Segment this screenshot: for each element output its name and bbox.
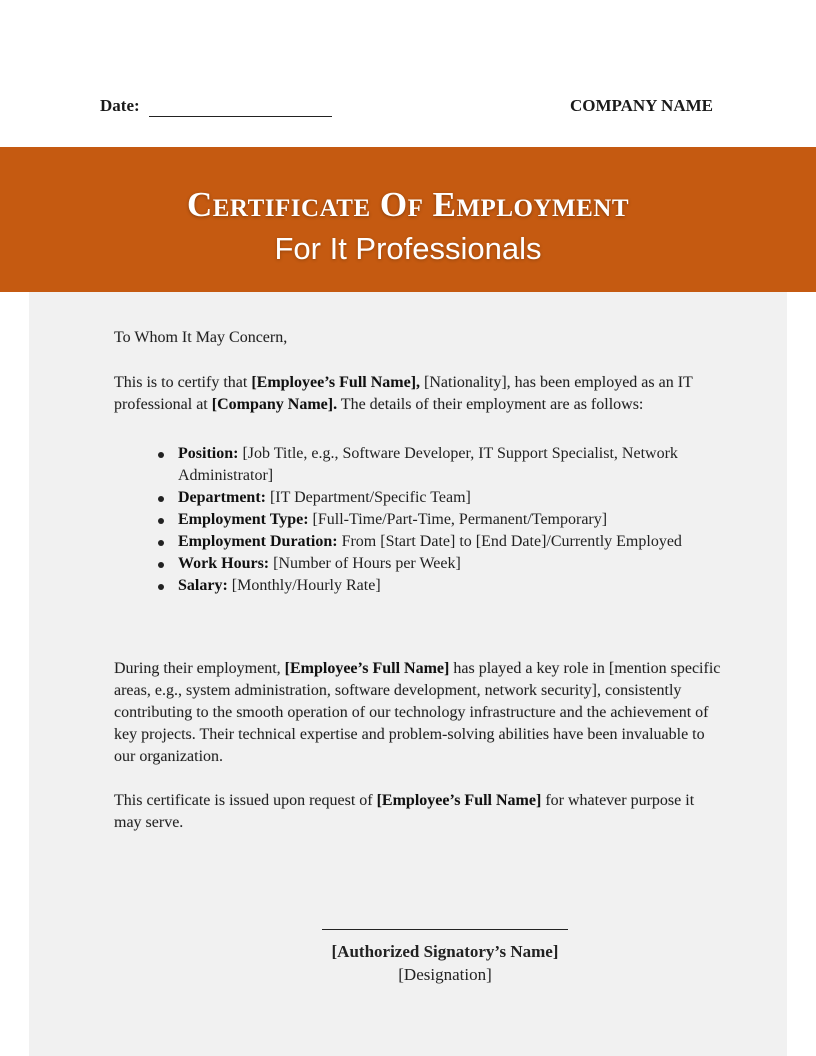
detail-label: Employment Type: — [178, 511, 309, 528]
salutation: To Whom It May Concern, — [114, 329, 288, 346]
signatory-designation: [Designation] — [398, 965, 492, 984]
date-label: Date: — [100, 96, 140, 115]
detail-value: [Full-Time/Part-Time, Permanent/Temporary] — [308, 511, 608, 528]
closing-paragraph — [114, 790, 724, 834]
detail-value: From [Start Date] to [End Date]/Currently Employed — [337, 533, 682, 550]
detail-label: Work Hours: — [178, 555, 270, 572]
intro-text-1: This is to certify that — [114, 374, 252, 391]
detail-value: [Job Title, e.g., Software Developer, IT Support Specialist, Network Administrator] — [178, 445, 678, 484]
intro-text-2: [Nationality], has been employed as an IT professional at — [114, 374, 693, 413]
intro-paragraph — [114, 372, 724, 416]
detail-value: [Monthly/Hourly Rate] — [227, 577, 381, 594]
detail-value: [Number of Hours per Week] — [269, 555, 461, 572]
role-text-2: has played a key role in [mention specific areas, e.g., system administration, software development, network security], consistently contributing to the smooth operation of our technology infrastructure and the achievement of key projects. Their technical expertise and problem-solving abilities have been invaluable to our organization. — [114, 660, 721, 765]
detail-label: Position: — [178, 445, 239, 462]
detail-employment-type — [156, 509, 716, 531]
intro-company-name: [Company Name]. — [211, 396, 338, 413]
intro-employee-name: [Employee’s Full Name], — [251, 374, 421, 391]
title-banner — [0, 147, 816, 292]
intro-text-3: The details of their employment are as follows: — [337, 396, 644, 413]
detail-department — [156, 487, 716, 509]
detail-position — [156, 443, 716, 487]
detail-label: Salary: — [178, 577, 228, 594]
detail-employment-duration — [156, 531, 716, 553]
detail-salary — [156, 575, 716, 597]
detail-value: [IT Department/Specific Team] — [265, 489, 471, 506]
certificate-subtitle: For It Professionals — [274, 231, 542, 266]
employment-details-list — [156, 443, 716, 597]
role-paragraph — [114, 658, 724, 768]
detail-label: Employment Duration: — [178, 533, 338, 550]
closing-employee-name: [Employee’s Full Name] — [376, 792, 542, 809]
detail-label: Department: — [178, 489, 266, 506]
closing-text-2: for whatever purpose it may serve. — [114, 792, 695, 831]
signatory-name: [Authorized Signatory’s Name] — [331, 942, 559, 961]
role-employee-name: [Employee’s Full Name] — [284, 660, 450, 677]
letter-body — [29, 292, 787, 1056]
role-text-1: During their employment, — [114, 660, 285, 677]
document-header — [100, 96, 713, 122]
detail-work-hours — [156, 553, 716, 575]
company-name: COMPANY NAME — [569, 96, 713, 115]
signature-line — [322, 929, 568, 930]
closing-text-1: This certificate is issued upon request of — [114, 792, 377, 809]
certificate-title: Certificate Of Employment — [186, 185, 629, 224]
date-blank-line — [149, 116, 332, 117]
